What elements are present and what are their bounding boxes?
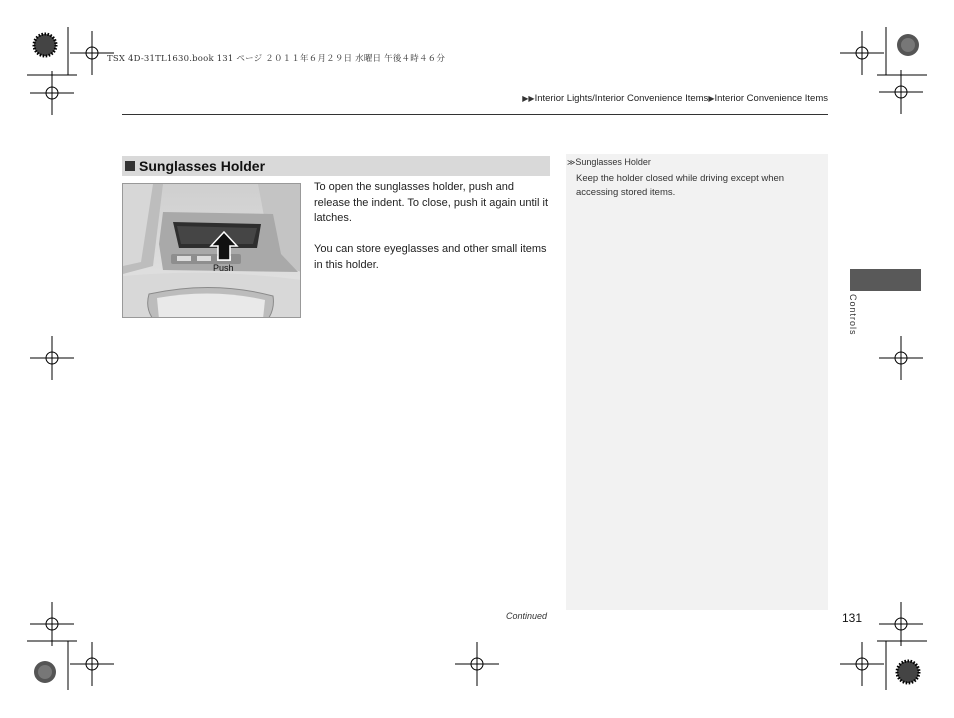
breadcrumb: [522, 93, 828, 104]
breadcrumb-item-convenience: Interior Convenience Items: [714, 93, 828, 104]
controls-side-tab: [850, 269, 921, 291]
note-title: [567, 157, 651, 167]
push-label: Push: [213, 263, 234, 273]
body-paragraph-open-close: To open the sunglasses holder, push and release the indent. To close, push it again until it latches.: [314, 181, 549, 224]
page-number: 131: [842, 611, 863, 625]
note-title-text: Sunglasses Holder: [575, 157, 651, 167]
continued-label: Continued: [506, 611, 548, 621]
reference-arrows-icon: ≫: [567, 158, 576, 167]
section-header: [122, 156, 550, 176]
body-paragraph-storage: You can store eyeglasses and other small items in this holder.: [314, 243, 547, 271]
sunglasses-holder-photo: [122, 183, 301, 318]
body-text: [314, 180, 552, 289]
section-square-icon: [125, 161, 135, 171]
breadcrumb-item-interior-lights: Interior Lights/Interior Convenience Items: [534, 93, 709, 104]
header-rule: [122, 114, 828, 115]
breadcrumb-separator: ▶: [708, 94, 715, 103]
note-text: Keep the holder closed while driving except when accessing stored items.: [576, 173, 785, 198]
print-header: TSX 4D-31TL1630.book 131 ページ ２０１１年６月２９日 水曜日 午後４時４６分: [107, 54, 446, 64]
note-panel: [566, 154, 828, 610]
controls-side-label: Controls: [848, 294, 858, 336]
section-title: Sunglasses Holder: [139, 158, 266, 174]
breadcrumb-arrows: ▶▶: [522, 94, 535, 103]
